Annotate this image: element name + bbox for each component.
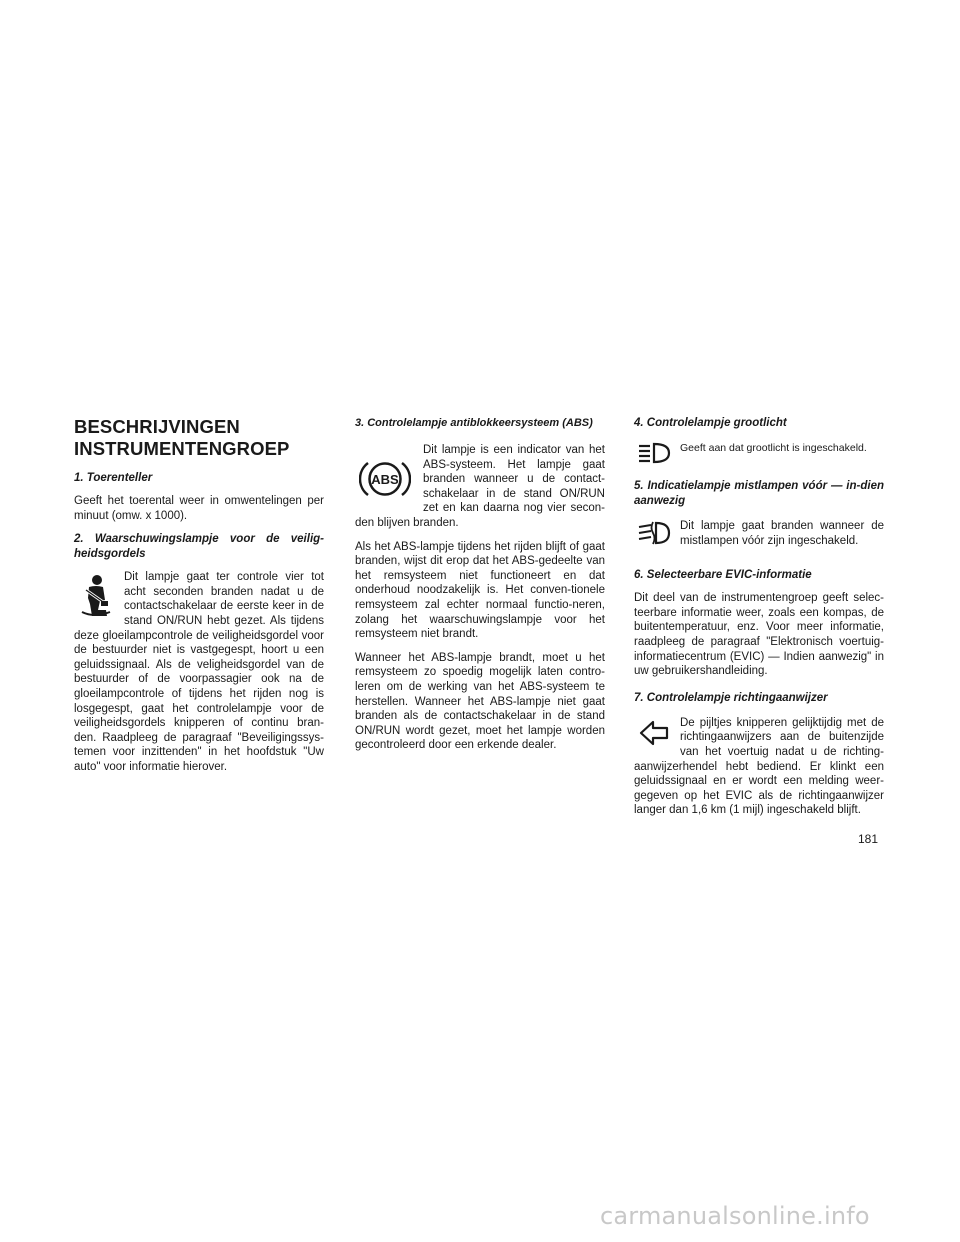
watermark-text: carmanualsonline.info — [600, 1202, 870, 1230]
section-4-heading: 4. Controlelampje grootlicht — [634, 417, 787, 429]
section-3-body — [355, 443, 605, 531]
page-title-line-2: INSTRUMENTENGROEP — [74, 438, 290, 459]
section-1-heading: 1. Toerenteller — [74, 472, 153, 484]
section-7-heading: 7. Controlelampje richtingaanwijzer — [634, 691, 828, 704]
column-2 — [355, 416, 605, 762]
section-7-text: De pijltjes knipperen gelijktijdig met de richtingaanwijzers aan de buitenzijde van het voertuig nadat u de richting-aanwijzerhendel hebt bediend. Er klinkt een geluidssignaal en er wordt een melding weer-gegeven op het EVIC als de richtingaanwijzer langer dan 1,6 km (1 mijl) ingeschakeld blijft. — [634, 716, 884, 817]
high-beam-icon — [634, 441, 674, 465]
page-title — [74, 416, 324, 460]
section-4-text: Geeft aan dat grootlicht is ingeschakeld. — [680, 442, 867, 454]
section-5-heading: 5. Indicatielampje mistlampen vóór — in-dien aanwezig — [634, 480, 884, 507]
section-7-body — [634, 716, 884, 818]
section-2-text: Dit lampje gaat ter controle vier tot acht seconden branden nadat u de contactschakelaar de eerste keer in de stand ON/RUN hebt gezet. Als tijdens deze gloeilampcontrole de veiligheidsgordel voor de bestuurder niet is vastgegespt, hoort u een geluidssignaal. Als de veligheidsgordel van de bestuurder of de voorpassagier ook na de gloeilampcontrole of tijdens het rijden nog is losgegespt, gaat het controlelampje voor de veiligheidsgordels knipperen of continu bran-den. Raadpleeg de paragraaf "Beveiligingssys-temen voor inzittenden" in het hoofdstuk "Uw auto" voor informatie hierover. — [74, 571, 324, 773]
abs-icon — [355, 449, 415, 509]
page-title-line-1: BESCHRIJVINGEN — [74, 416, 240, 437]
section-3-text-3: Wanneer het ABS-lampje brandt, moet u het remsysteem zo spoedig mogelijk laten contro-leren om de werking van het ABS-systeem te herstellen. Wanneer het ABS-lampje niet gaat branden als de contactschakelaar in de stand ON/RUN wordt gezet, moet het lampje worden gecontroleerd door een erkende dealer. — [355, 651, 605, 752]
section-3-heading: 3. Controlelampje antiblokkeersysteem (ABS) — [355, 417, 593, 429]
page-number: 181 — [858, 832, 879, 846]
section-5-body — [634, 519, 884, 548]
turn-signal-icon — [634, 716, 674, 750]
section-1-text: Geeft het toerental weer in omwentelingen per minuut (omw. x 1000). — [74, 495, 324, 522]
section-3-text-2: Als het ABS-lampje tijdens het rijden blijft of gaat branden, wijst dit erop dat het ABS-gedeelte van het remsysteem niet functioneert en dat onderhoud noodzakelijk is. Het conven-tionele remsysteem zal echter normaal functio-neren, zolang het waarschuwingslampje voor het remsysteem niet brandt. — [355, 540, 605, 641]
column-3 — [634, 416, 884, 828]
column-1 — [74, 416, 324, 785]
seatbelt-icon — [74, 572, 118, 620]
front-fog-light-icon — [634, 519, 674, 547]
section-2-body — [74, 570, 324, 774]
section-5-text: Dit lampje gaat branden wanneer de mistlampen vóór zijn ingeschakeld. — [680, 520, 884, 547]
section-2-heading: 2. Waarschuwingslampje voor de veilig-heidsgordels — [74, 533, 324, 561]
section-6-text: Dit deel van de instrumentengroep geeft selec-teerbare informatie weer, zoals een kompas, de buitentemperatuur, enz. Voor meer informatie, raadpleeg de paragraaf "Elektronisch voertuig-informatiecentrum (EVIC) — Indien aanwezig" in uw gebruikershandleiding. — [634, 592, 884, 678]
section-6-heading: 6. Selecteerbare EVIC-informatie — [634, 569, 812, 582]
abs-icon-label: ABS — [371, 472, 399, 487]
section-4-body — [634, 441, 884, 465]
section-3-text-1: Dit lampje is een indicator van het ABS-systeem. Het lampje gaat branden wanneer u de contact-schakelaar in de stand ON/RUN zet en kan daarna nog vier secon-den blijven branden. — [355, 444, 605, 529]
